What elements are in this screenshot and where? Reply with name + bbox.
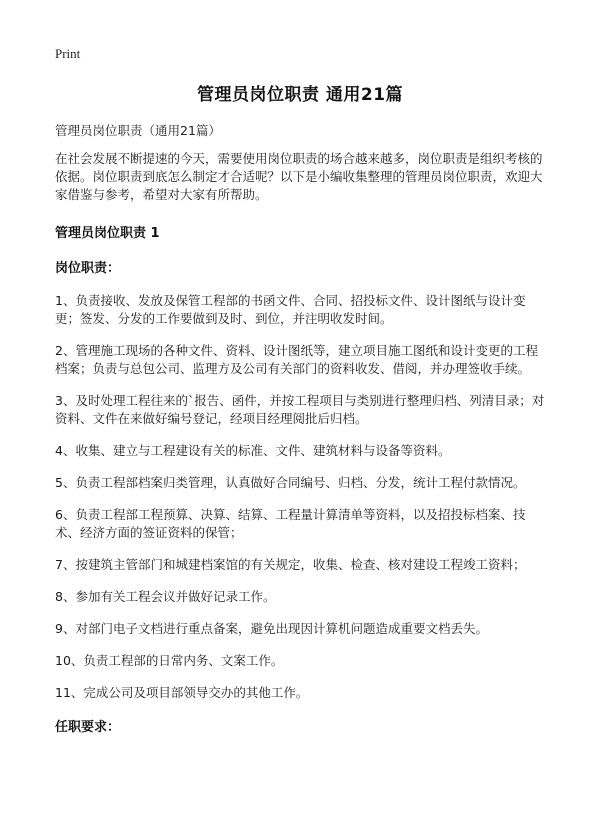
list-item: 9、对部门电子文档进行重点备案，避免出现因计算机问题造成重要文档丢失。 bbox=[55, 621, 488, 636]
document-subtitle: 管理员岗位职责（通用21篇） bbox=[55, 123, 221, 138]
list-item: 2、管理施工现场的各种文件、资料、设计图纸等，建立项目施工图纸和设计变更的工程档案；负责与总包公司、监理方及公司有关部门的资料收发、借阅，并办理签收手续。 bbox=[55, 343, 538, 376]
intro-paragraph: 在社会发展不断提速的今天，需要使用岗位职责的场合越来越多，岗位职责是组织考核的依据。岗位职责到底怎么制定才合适呢？以下是小编收集整理的管理员岗位职责，欢迎大家借鉴与参考，希望对大家有所帮助。 bbox=[55, 151, 543, 202]
requirements-heading: 任职要求： bbox=[55, 720, 121, 735]
page-title: 管理员岗位职责 通用21篇 bbox=[196, 85, 404, 105]
section-heading: 管理员岗位职责 1 bbox=[55, 226, 160, 241]
list-item: 11、完成公司及项目部领导交办的其他工作。 bbox=[55, 685, 309, 700]
list-item: 5、负责工程部档案归类管理，认真做好合同编号、归档、分发，统计工程付款情况。 bbox=[55, 475, 526, 490]
list-item: 4、收集、建立与工程建设有关的标准、文件、建筑材料与设备等资料。 bbox=[55, 443, 451, 458]
list-item: 10、负责工程部的日常内务、文案工作。 bbox=[55, 653, 284, 668]
print-label: Print bbox=[55, 46, 81, 61]
document-body bbox=[55, 150, 550, 751]
list-item: 3、及时处理工程往来的`报告、函件，并按工程项目与类别进行整理归档、列清目录；对资料、文件在来做好编号登记，经项目经理阅批后归档。 bbox=[55, 393, 545, 426]
duties-heading: 岗位职责： bbox=[55, 261, 121, 276]
list-item: 7、按建筑主管部门和城建档案馆的有关规定，收集、检查、核对建设工程竣工资料； bbox=[55, 557, 526, 572]
list-item: 6、负责工程部工程预算、决算、结算、工程量计算清单等资料，以及招投标档案、技术、经济方面的签证资料的保管； bbox=[55, 507, 526, 540]
list-item: 8、参加有关工程会议并做好记录工作。 bbox=[55, 589, 276, 604]
list-item: 1、负责接收、发放及保管工程部的书函文件、合同、招投标文件、设计图纸与设计变更；签发、分发的工作要做到及时、到位，并注明收发时间。 bbox=[55, 293, 526, 326]
duties-list bbox=[55, 292, 550, 702]
